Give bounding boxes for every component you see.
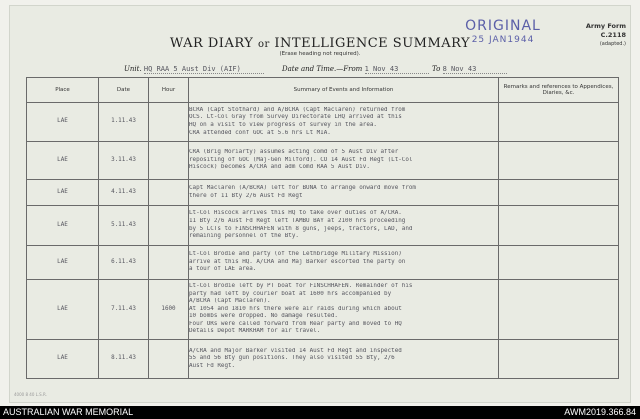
date-label: Date and Time.—From (282, 65, 363, 73)
entry-summary (189, 246, 499, 280)
entry-date: 5.11.43 (99, 206, 149, 246)
summary-line: by 5 LCTs to FINSCHHAFEN with 8 guns, jeeps, tractors, LAD, and (189, 225, 413, 232)
table-row (27, 142, 619, 180)
entry-remarks (499, 206, 619, 246)
table-row (27, 280, 619, 340)
entry-date: 4.11.43 (99, 180, 149, 206)
page-title (0, 36, 640, 51)
entry-place: LAE (27, 142, 99, 180)
entry-remarks (499, 142, 619, 180)
entry-hour: 1600 (149, 280, 189, 340)
to-line (432, 65, 507, 77)
summary-line: Lt-Col Brodie left by PT boat for FINSCHHAFEN. Remainder of his (189, 282, 413, 289)
col-summary: Summary of Events and Information (189, 78, 499, 103)
summary-line: Aust Fd Regt. (189, 362, 236, 369)
summary-line: 55 and 56 Bty gun positions. They also visited 55 Bty, 2/6 (189, 355, 395, 362)
entry-date: 6.11.43 (99, 246, 149, 280)
entry-place: LAE (27, 340, 99, 379)
printer-mark: 4000 8 40 L.S.R. (14, 392, 47, 397)
summary-line: A/CRA and Major Barker visited 14 Aust Fd Regt and inspected (189, 347, 402, 354)
to-label: To (432, 65, 441, 73)
entry-remarks (499, 340, 619, 379)
entry-hour (149, 340, 189, 379)
entry-place: LAE (27, 180, 99, 206)
entry-hour (149, 180, 189, 206)
table-row (27, 180, 619, 206)
title-intelligence-summary: INTELLIGENCE SUMMARY (274, 36, 471, 51)
entry-hour (149, 103, 189, 142)
army-form-number: Army Form C.2118 (585, 22, 626, 39)
entry-summary (189, 142, 499, 180)
stamp-word: ORIGINAL (465, 18, 541, 34)
summary-line: Lt-Col Brodie and party (of the Lethbridge Military Mission) (189, 251, 402, 258)
entry-hour (149, 206, 189, 246)
summary-line: 10 bombs were dropped. No damage resulted. (189, 313, 338, 320)
entry-summary (189, 180, 499, 206)
summary-line: At 1054 and 1810 hrs there were air raids during which about (189, 305, 402, 312)
summary-line: OCS. Lt-Col Gray from Survey Directorate LHQ arrived at this (189, 114, 402, 121)
entry-summary (189, 280, 499, 340)
summary-line: there of 11 Bty 2/6 Aust Fd Regt (189, 192, 303, 199)
entry-summary (189, 206, 499, 246)
entry-date: 3.11.43 (99, 142, 149, 180)
entry-remarks (499, 246, 619, 280)
col-date: Date (99, 78, 149, 103)
col-remarks: Remarks and references to Appendices, Diaries, &c. (499, 78, 619, 103)
footer-reference: AWM2019.366.84 (564, 407, 636, 417)
summary-line: party had left by courier boat at 1600 hrs accompanied by (189, 290, 392, 297)
summary-line: A/BCRA (Capt Maclaren). (189, 298, 271, 305)
entry-date: 8.11.43 (99, 340, 149, 379)
entry-remarks (499, 180, 619, 206)
entry-hour (149, 142, 189, 180)
summary-line: CRA attended conf GOC at 5.6 hrs Lt MIA. (189, 129, 331, 136)
entry-date: 1.11.43 (99, 103, 149, 142)
summary-line: Details Depot MARKHAM for air travel. (189, 328, 321, 335)
entry-remarks (499, 280, 619, 340)
unit-label: Unit. (124, 65, 142, 73)
entry-place: LAE (27, 103, 99, 142)
summary-line: Capt Maclaren (A/BCRA) left for BUNA to arrange onward move from (189, 184, 416, 191)
entry-remarks (499, 103, 619, 142)
summary-line: Hiscock) becomes A/CRA and adm Comd RAA 5 Aust Div. (189, 164, 370, 171)
unit-value: HQ RAA 5 Aust Div (AIF) (144, 65, 264, 74)
summary-line: a tour of LAE area. (189, 266, 257, 273)
page-subtitle: (Erase heading not required). (279, 51, 361, 57)
date-to: 8 Nov 43 (443, 65, 507, 74)
entry-date: 7.11.43 (99, 280, 149, 340)
table-row (27, 103, 619, 142)
footer-institution: AUSTRALIAN WAR MEMORIAL (3, 407, 134, 417)
summary-line: 11 Bty 2/6 Aust Fd Regt left TAMBU BAY at 2100 hrs proceeding (189, 217, 406, 224)
summary-line: Four ORs were called forward from Rear party and moved to HQ (189, 320, 402, 327)
table-row (27, 206, 619, 246)
col-place: Place (27, 78, 99, 103)
entry-summary (189, 103, 499, 142)
header-row (27, 78, 619, 103)
diary-body (27, 103, 619, 379)
date-line (282, 65, 429, 77)
table-row (27, 340, 619, 379)
entry-hour (149, 246, 189, 280)
title-or: or (257, 39, 270, 50)
date-from: 1 Nov 43 (365, 65, 429, 74)
summary-line: repositing of GOC (Maj-Gen Milford). CO 14 Aust Fd Regt (Lt-Col (189, 156, 413, 163)
entry-place: LAE (27, 246, 99, 280)
entry-summary (189, 340, 499, 379)
summary-line: remaining personnel of the Bty. (189, 233, 299, 240)
entry-place: LAE (27, 206, 99, 246)
army-form-adapted: (adapted.) (599, 41, 626, 47)
entry-place: LAE (27, 280, 99, 340)
stamp-date: 25 JAN1944 (471, 35, 535, 45)
summary-line: HQ on a visit to view progress of survey in the area. (189, 122, 377, 128)
title-war-diary: WAR DIARY (169, 36, 254, 51)
summary-line: BCRA (Capt Stothard) and A/BCRA (Capt Maclaren) returned from (189, 106, 406, 113)
col-hour: Hour (149, 78, 189, 103)
unit-line (124, 65, 264, 77)
summary-line: arrive at this HQ. A/CRA and Maj Barker escorted the party on (189, 258, 406, 265)
summary-line: CRA (Brig Moriarty) assumes acting comd of 5 Aust Div after (189, 149, 399, 156)
diary-table (26, 77, 619, 379)
footer-bar (0, 406, 640, 419)
summary-line: Lt-Col Hiscock arrives this HQ to take over duties of A/CRA. (189, 210, 402, 217)
table-row (27, 246, 619, 280)
